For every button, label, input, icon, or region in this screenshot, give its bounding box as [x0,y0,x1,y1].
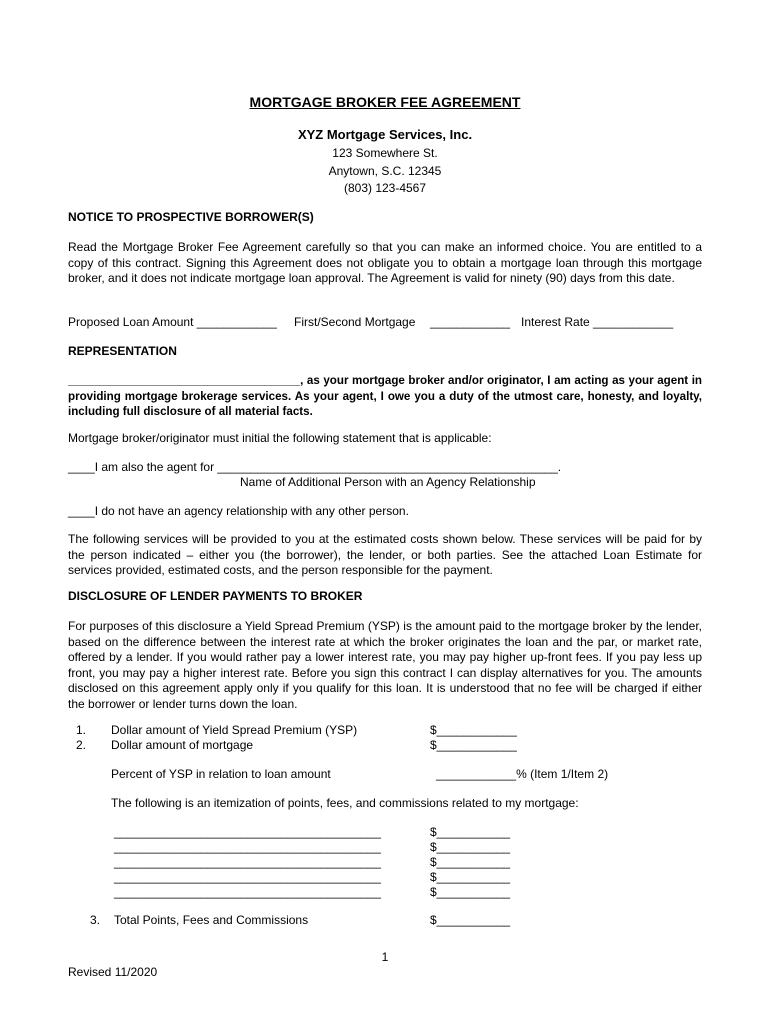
fee-line-desc: ________________________________________ [114,885,381,899]
fee-line-amount: $___________ [430,840,511,854]
fee-line-desc: ________________________________________ [114,840,381,854]
agent-caption: Name of Additional Person with an Agency Relationship [240,475,536,489]
fee-line-amount: $___________ [430,870,511,884]
item-1-value: $____________ [430,723,517,737]
item-2-number: 2. [76,738,87,752]
document-title: MORTGAGE BROKER FEE AGREEMENT [249,94,521,110]
company-address-street: 123 Somewhere St. [332,146,438,160]
percent-value: ____________% (Item 1/Item 2) [436,767,609,781]
revision-date: Revised 11/2020 [68,965,158,979]
no-agency-line: ____I do not have an agency relationship with any other person. [68,504,409,518]
fee-line-amount: $___________ [430,885,511,899]
total-number: 3. [90,913,101,927]
item-2-label: Dollar amount of mortgage [111,738,254,752]
percent-label: Percent of YSP in relation to loan amount [111,767,331,781]
company-name: XYZ Mortgage Services, Inc. [297,127,473,142]
item-1-label: Dollar amount of Yield Spread Premium (YSP) [111,723,358,737]
fee-line-desc: ________________________________________ [114,870,381,884]
fee-line-amount: $___________ [430,855,511,869]
itemization-intro: The following is an itemization of points, fees, and commissions related to my mortgage: [111,796,579,810]
representation-paragraph: ____________________________________, as your mortgage broker and/or originator, I am acting as your agent in providing mortgage brokerage services. As your agent, I owe you a duty of the utmost care, honesty, and loyalty, including full disclosure of all material facts. [68,374,702,418]
agent-line: ____I am also the agent for ___________________________________________________. [68,460,562,474]
mortgage-type-blank: ____________ [430,315,511,329]
total-label: Total Points, Fees and Commissions [114,913,309,927]
interest-rate-field: Interest Rate ____________ [521,315,674,329]
loan-amount-field: Proposed Loan Amount ____________ [68,315,277,329]
disclosure-paragraph: For purposes of this disclosure a Yield Spread Premium (YSP) is the amount paid to the mortgage broker by the lender, based on the difference between the interest rate at which the broker originates the loan and the par, or market rate, offered by a lender. If you would rather pay a lower interest rate, you may pay higher up-front fees. If you pay less up front, you may pay a higher interest rate. Before you sign this contract I can display alternatives for you. The amounts disclosed on this agreement apply only if you qualify for this loan. It is understood that no fee will be charged if either the borrower or lender turns down the loan. [68,619,702,711]
initial-instruction: Mortgage broker/originator must initial the following statement that is applicable: [68,431,492,445]
company-phone: (803) 123-4567 [343,181,427,195]
item-1-number: 1. [76,723,87,737]
total-value: $___________ [430,913,511,927]
notice-paragraph: Read the Mortgage Broker Fee Agreement carefully so that you can make an informed choice. You are entitled to a copy of this contract. Signing this Agreement does not obligate you to obtain a mortgage loan through this mortgage broker, and it does not indicate mortgage loan approval. The Agreement is valid for ninety (90) days from this date. [68,240,702,285]
fee-line-amount: $___________ [430,825,511,839]
disclosure-heading: DISCLOSURE OF LENDER PAYMENTS TO BROKER [68,589,363,603]
page-number: 1 [381,950,389,964]
mortgage-type-label: First/Second Mortgage [294,315,416,329]
item-2-value: $____________ [430,738,517,752]
services-paragraph: The following services will be provided to you at the estimated costs shown below. These services will be paid for by the person indicated – either you (the borrower), the lender, or both parties. See the attached Loan Estimate for services provided, estimated costs, and the person responsible for the payment. [68,532,702,577]
fee-line-desc: ________________________________________ [114,825,381,839]
company-address-city: Anytown, S.C. 12345 [328,164,442,178]
notice-heading: NOTICE TO PROSPECTIVE BORROWER(S) [68,210,314,224]
fee-line-desc: ________________________________________ [114,855,381,869]
representation-heading: REPRESENTATION [68,344,177,358]
